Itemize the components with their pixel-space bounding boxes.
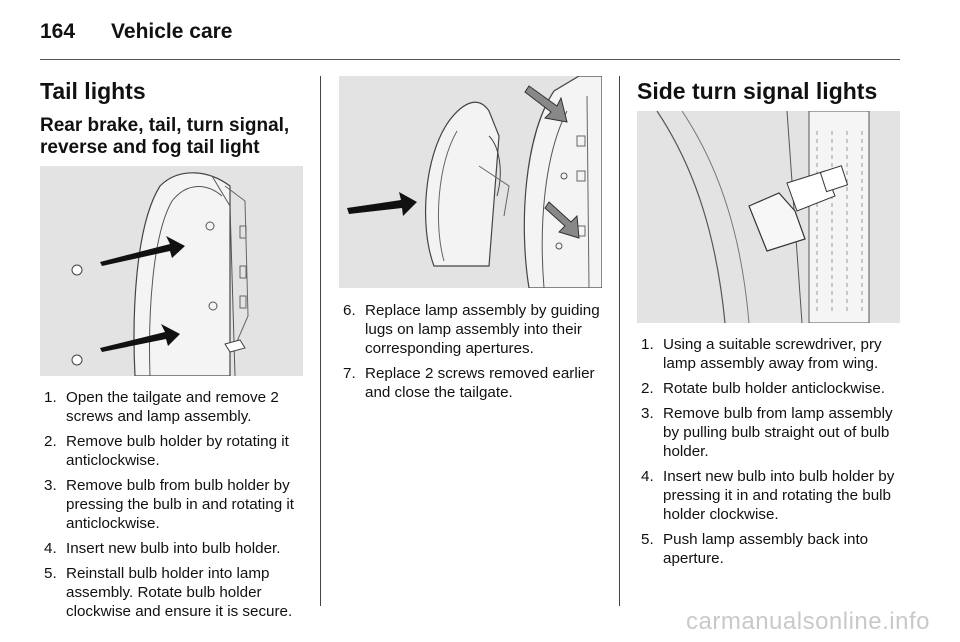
step-number: 4. — [641, 468, 654, 485]
step-number: 1. — [641, 336, 654, 353]
step-number: 2. — [641, 380, 654, 397]
page-header — [40, 20, 232, 44]
list-item — [641, 335, 903, 373]
step-text: Replace 2 screws removed earlier and close the tailgate. — [365, 365, 595, 401]
lamp-assembly-figure-svg — [339, 76, 602, 288]
step-number: 2. — [44, 433, 57, 450]
step-text: Using a suitable screwdriver, pry lamp assembly away from wing. — [663, 336, 882, 372]
tail-light-steps — [44, 388, 306, 627]
list-item — [641, 467, 903, 524]
step-text: Remove bulb from lamp assembly by pulling bulb straight out of bulb holder. — [663, 405, 893, 460]
list-item — [641, 404, 903, 461]
column-divider-left — [320, 76, 321, 606]
watermark: carmanualsonline.info — [686, 608, 930, 635]
list-item — [44, 432, 306, 470]
list-item — [44, 564, 306, 621]
list-item — [44, 388, 306, 426]
lamp-assembly-steps — [343, 301, 605, 408]
step-number: 6. — [343, 302, 356, 319]
step-number: 3. — [641, 405, 654, 422]
tail-light-subheading: Rear brake, tail, turn signal, reverse and fog tail light — [40, 115, 290, 158]
side-turn-signal-heading: Side turn signal lights — [637, 78, 878, 104]
step-text: Insert new bulb into bulb holder by pressing it in and rotating the bulb holder clockwise. — [663, 468, 895, 523]
step-text: Remove bulb from bulb holder by pressing the bulb in and rotating it anticlockwise. — [66, 477, 294, 532]
step-number: 5. — [44, 565, 57, 582]
tail-lights-heading: Tail lights — [40, 78, 146, 104]
column-divider-right — [619, 76, 620, 606]
side-turn-signal-figure-svg — [637, 111, 900, 323]
step-number: 1. — [44, 389, 57, 406]
lamp-assembly-illustration — [339, 76, 602, 288]
step-text: Remove bulb holder by rotating it anticlockwise. — [66, 433, 289, 469]
list-item — [343, 364, 605, 402]
step-number: 7. — [343, 365, 356, 382]
page-number: 164 — [40, 20, 76, 43]
step-text: Reinstall bulb holder into lamp assembly. Rotate bulb holder clockwise and ensure it is secure. — [66, 565, 293, 620]
list-item — [44, 476, 306, 533]
step-text: Push lamp assembly back into aperture. — [663, 531, 869, 567]
step-text: Replace lamp assembly by guiding lugs on lamp assembly into their corresponding apertures. — [365, 302, 600, 357]
step-text: Insert new bulb into bulb holder. — [66, 540, 281, 557]
step-number: 5. — [641, 531, 654, 548]
step-text: Open the tailgate and remove 2 screws and lamp assembly. — [66, 389, 279, 425]
list-item — [641, 379, 903, 398]
step-number: 3. — [44, 477, 57, 494]
step-number: 4. — [44, 540, 57, 557]
tail-light-illustration — [40, 166, 303, 376]
section-title: Vehicle care — [111, 20, 233, 43]
step-text: Rotate bulb holder anticlockwise. — [663, 380, 886, 397]
list-item — [641, 530, 903, 568]
tail-light-figure-svg — [40, 166, 303, 376]
list-item — [44, 539, 306, 558]
list-item — [343, 301, 605, 358]
side-turn-signal-illustration — [637, 111, 900, 323]
header-rule — [40, 59, 900, 60]
side-turn-signal-steps — [641, 335, 903, 574]
